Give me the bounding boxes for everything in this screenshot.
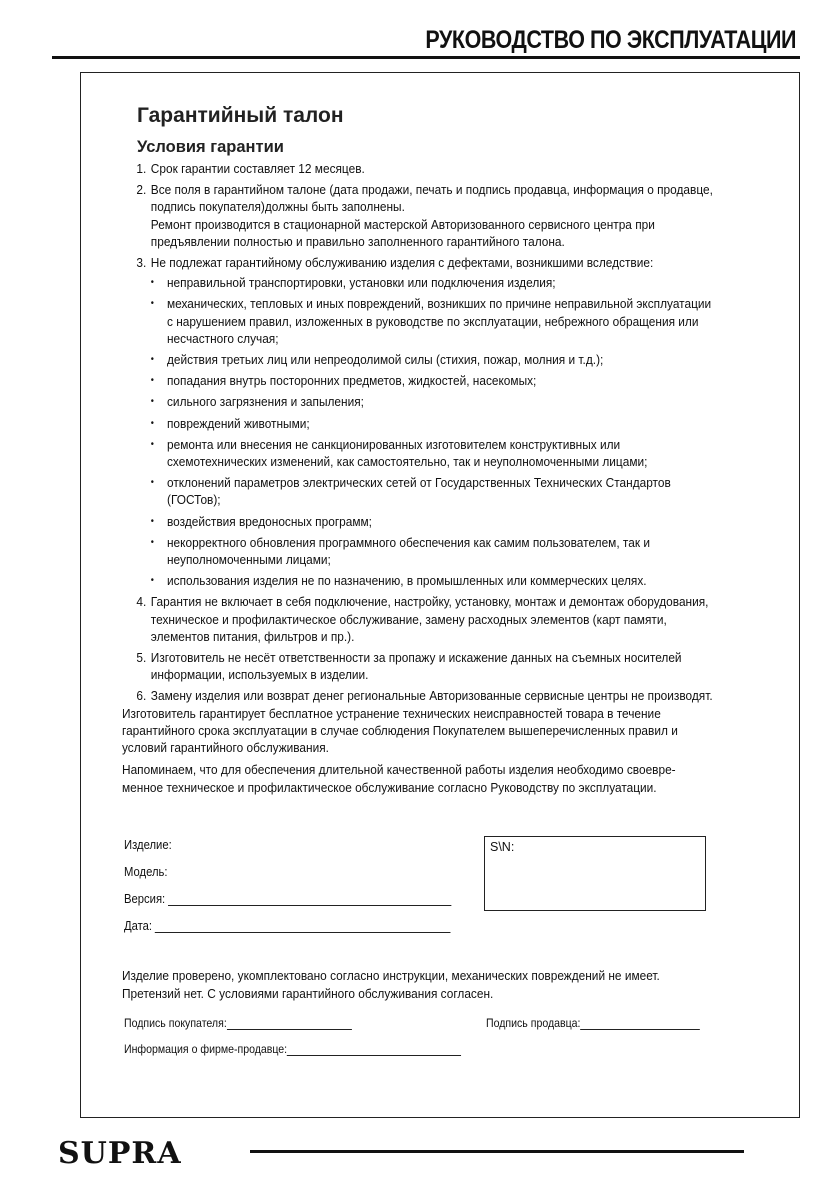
terms-list <box>122 160 716 705</box>
term-item: 2. Все поля в гарантийном талоне (дата продажи, печать и подпись продавца, информация о продавце, подпись покупателя)должны быть заполнены. Ремонт производится в стационарной мастерской Авторизованного сервисного центра при предъявлении полностью и правильно заполненного гарантийного талона. <box>136 182 713 249</box>
maintenance-paragraph: Напоминаем, что для обеспечения длительной качественной работы изделия необходимо своевре-менное техническое и профилактическое обслуживание согласно Руководству по эксплуатации. <box>122 762 676 795</box>
product-field[interactable]: Изделие: <box>124 837 172 852</box>
seller-signature-field[interactable]: Подпись продавца: <box>486 1016 700 1030</box>
warranty-paragraph: Изготовитель гарантирует бесплатное устранение технических неисправностей товара в течение гарантийного срока эксплуатации в случае соблюдения Покупателем вышеперечисленных правил и условий гарантийного обслуживания. <box>122 705 678 756</box>
model-field[interactable]: Модель: <box>124 864 168 879</box>
manual-header-title: РУКОВОДСТВО ПО ЭКСПЛУАТАЦИИ <box>425 26 796 54</box>
defect-causes-list <box>151 274 716 589</box>
date-line[interactable] <box>155 920 451 933</box>
list-item: • попадания внутрь посторонних предметов, жидкостей, насекомых; <box>151 372 716 389</box>
list-item: • отклонений параметров электрических сетей от Государственных Технических Стандартов (ГОСТов); <box>151 474 716 508</box>
list-item: • сильного загрязнения и запыления; <box>151 393 716 410</box>
header-divider <box>52 56 800 59</box>
list-item: • ремонта или внесения не санкционированных изготовителем конструктивных или схемотехнических изменений, как самостоятельно, так и неуполномоченными лицами; <box>151 436 716 470</box>
version-field[interactable]: Версия: <box>124 891 452 918</box>
supra-logo: SUPRA <box>58 1136 182 1171</box>
list-item: • воздействия вредоносных программ; <box>151 513 716 530</box>
date-field[interactable]: Дата: <box>124 918 452 945</box>
list-item: • использования изделия не по назначению, в промышленных или коммерческих целях. <box>151 572 716 589</box>
list-item: • неправильной транспортировки, установки или подключения изделия; <box>151 274 716 291</box>
term-item: 5. Изготовитель не несёт ответственности за пропажу и искажение данных на съемных носителей информации, используемых в изделии. <box>136 650 682 683</box>
list-item: • действия третьих лиц или непреодолимой силы (стихия, пожар, молния и т.д.); <box>151 351 716 368</box>
warranty-terms <box>122 160 713 801</box>
list-item: • некорректного обновления программного обеспечения как самим пользователем, так и неуполномоченными лицами; <box>151 534 716 568</box>
term-item: 1. Срок гарантии составляет 12 месяцев. <box>136 161 365 176</box>
buyer-signature-field[interactable]: Подпись покупателя: <box>124 1016 352 1030</box>
footer-divider <box>250 1150 744 1153</box>
product-fields <box>124 837 452 945</box>
term-item: 3. Не подлежат гарантийному обслуживанию изделия с дефектами, возникшими вследствие: • неправильной транспортировки, установки или подключения изделия; • механических, тепловых и иных повреждений, возникших по причине неправильной эксплуатации с нарушением правил, изложенных в руководстве по эксплуатации, небрежного обращения или несчастного случая; • действия третьих лиц или непреодолимой силы (стихия, пожар, молния и т.д.); • попадания внутрь посторонних предметов, жидкостей, насекомых; • сильного загрязнения и запыления; • повреждений животными; • ремонта или внесения не санкционированных изготовителем конструктивных или схемотехнических изменений, как самостоятельно, так и неуполномоченными лицами; • отклонений параметров электрических сетей от Государственных Технических Стандартов (ГОСТов); • воздействия вредоносных программ; • некорректного обновления программного обеспечения как самим пользователем, так и неуполномоченными лицами; • использования изделия не по назначению, в промышленных или коммерческих целях. <box>122 254 716 589</box>
list-item: • повреждений животными; <box>151 415 716 432</box>
list-item: • механических, тепловых и иных повреждений, возникших по причине неправильной эксплуатации с нарушением правил, изложенных в руководстве по эксплуатации, небрежного обращения или несчастного случая; <box>151 295 716 347</box>
warranty-subtitle: Условия гарантии <box>137 138 284 156</box>
seller-firm-info-field[interactable]: Информация о фирме-продавце: <box>124 1042 461 1056</box>
version-line[interactable] <box>168 893 451 906</box>
term-item: 6. Замену изделия или возврат денег региональные Авторизованные сервисные центры не производят. <box>136 688 713 704</box>
warranty-title: Гарантийный талон <box>137 104 344 127</box>
confirmation-text: Изделие проверено, укомплектовано согласно инструкции, механических повреждений не имеет. Претензий нет. С условиями гарантийного обслуживания согласен. <box>122 968 660 1001</box>
term-item: 4. Гарантия не включает в себя подключение, настройку, установку, монтаж и демонтаж оборудования, техническое и профилактическое обслуживание, замену расходных элементов (карт памяти, элементов питания, фильтров и пр.). <box>136 594 709 644</box>
serial-number-box[interactable]: S\N: <box>484 836 706 911</box>
